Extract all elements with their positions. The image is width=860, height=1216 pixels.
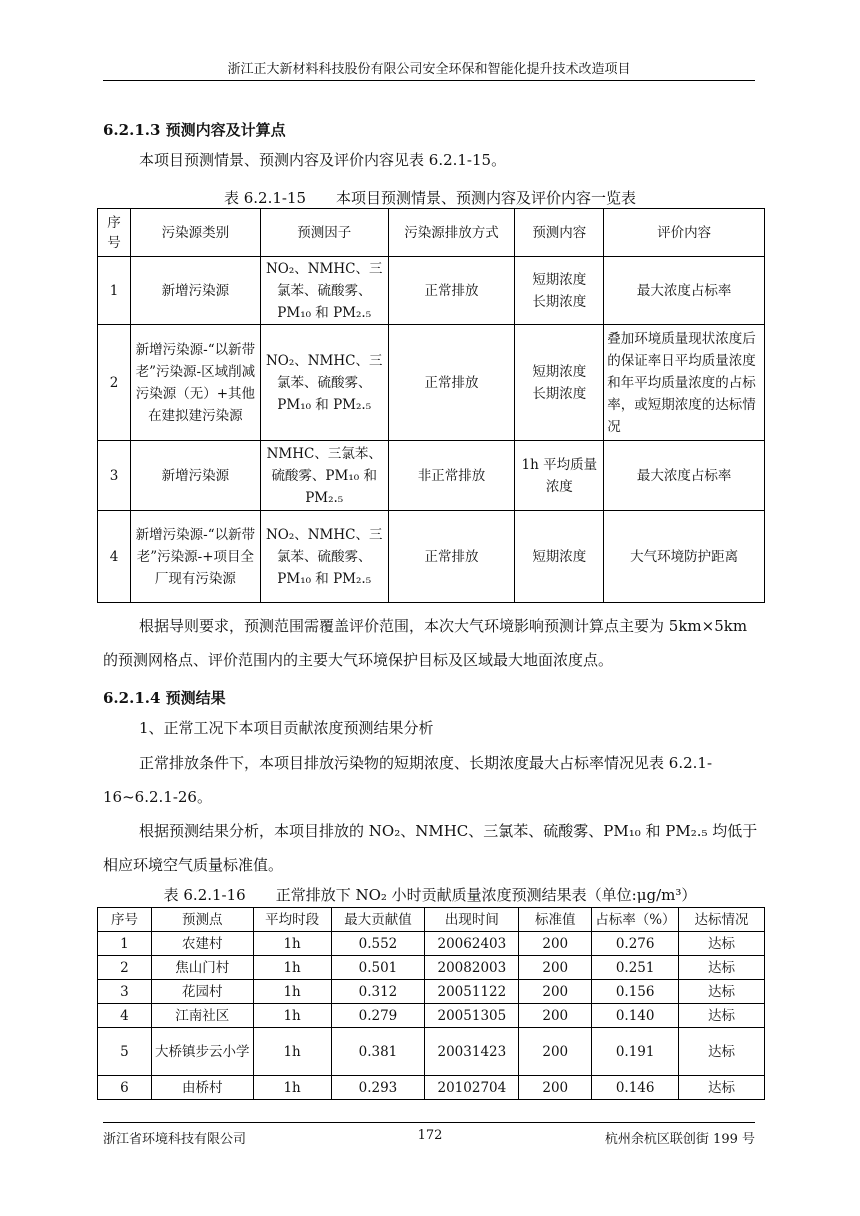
cell-eval: 最大浓度占标率 <box>604 441 765 511</box>
table-row <box>98 1076 765 1100</box>
cell: 大桥镇步云小学 <box>151 1028 253 1076</box>
cell: 0.381 <box>331 1028 425 1076</box>
cell: 达标 <box>679 980 765 1004</box>
cell: 200 <box>519 1028 592 1076</box>
cell: 20031423 <box>425 1028 519 1076</box>
cell-mode: 非正常排放 <box>388 441 515 511</box>
cell: 200 <box>519 1004 592 1028</box>
result-paragraph-2: 根据预测结果分析，本项目排放的 NO₂、NMHC、三氯苯、硫酸雾、PM₁₀ 和 PM₂.₅ 均低于相应环境空气质量标准值。 <box>103 822 758 874</box>
cell: 0.279 <box>331 1004 425 1028</box>
col-header: 平均时段 <box>253 908 331 932</box>
cell: 3 <box>98 980 152 1004</box>
cell-mode: 正常排放 <box>388 511 515 603</box>
col-header: 污染源排放方式 <box>388 209 515 257</box>
cell: 江南社区 <box>151 1004 253 1028</box>
cell: 0.140 <box>592 1004 679 1028</box>
table-row <box>98 956 765 980</box>
table-15-header-row <box>98 209 765 257</box>
page-number: 172 <box>417 1128 443 1143</box>
table-row <box>98 1028 765 1076</box>
table-6-2-1-16 <box>97 907 765 1100</box>
table-row <box>98 1004 765 1028</box>
cell: 20082003 <box>425 956 519 980</box>
cell-no: 3 <box>98 441 131 511</box>
col-header: 占标率（%） <box>592 908 679 932</box>
cell-mode: 正常排放 <box>388 257 515 325</box>
cell-source: 新增污染源 <box>130 441 260 511</box>
table-row <box>98 980 765 1004</box>
cell: 达标 <box>679 1076 765 1100</box>
section-heading-6-2-1-4: 6.2.1.4 预测结果 <box>103 689 226 707</box>
item-1-heading: 1、正常工况下本项目贡献浓度预测结果分析 <box>139 719 434 737</box>
cell-eval: 最大浓度占标率 <box>604 257 765 325</box>
table-16-caption: 表 6.2.1-16 正常排放下 NO₂ 小时贡献质量浓度预测结果表（单位:μg/m³） <box>163 886 697 904</box>
cell-content: 1h 平均质量浓度 <box>515 441 604 511</box>
cell-content: 短期浓度 <box>515 511 604 603</box>
cell-eval: 大气环境防护距离 <box>604 511 765 603</box>
table-6-2-1-15 <box>97 208 765 603</box>
table-row <box>98 441 765 511</box>
col-header: 标准值 <box>519 908 592 932</box>
cell: 200 <box>519 956 592 980</box>
calc-point-paragraph: 根据导则要求，预测范围需覆盖评价范围，本次大气环境影响预测计算点主要为 5km×5km 的预测网格点、评价范围内的主要大气环境保护目标及区域最大地面浓度点。 <box>103 617 748 669</box>
cell-factors: NO₂、NMHC、三氯苯、硫酸雾、PM₁₀ 和 PM₂.₅ <box>260 257 388 325</box>
cell: 0.146 <box>592 1076 679 1100</box>
cell-no: 2 <box>98 325 131 441</box>
cell: 达标 <box>679 1028 765 1076</box>
cell: 6 <box>98 1076 152 1100</box>
table-16-header-row <box>98 908 765 932</box>
table-row <box>98 511 765 603</box>
cell: 0.552 <box>331 932 425 956</box>
col-header: 达标情况 <box>679 908 765 932</box>
cell-factors: NO₂、NMHC、三氯苯、硫酸雾、PM₁₀ 和 PM₂.₅ <box>260 511 388 603</box>
table-15-caption: 表 6.2.1-15 本项目预测情景、预测内容及评价内容一览表 <box>223 189 637 207</box>
cell-no: 1 <box>98 257 131 325</box>
page-header: 浙江正大新材料科技股份有限公司安全环保和智能化提升技术改造项目 <box>227 62 631 77</box>
col-header: 评价内容 <box>604 209 765 257</box>
cell-mode: 正常排放 <box>388 325 515 441</box>
cell: 1h <box>253 932 331 956</box>
table-row <box>98 932 765 956</box>
col-header: 序号 <box>98 209 131 257</box>
cell: 20102704 <box>425 1076 519 1100</box>
col-header: 预测点 <box>151 908 253 932</box>
footer-rule <box>103 1122 755 1123</box>
cell: 1 <box>98 932 152 956</box>
cell: 1h <box>253 1028 331 1076</box>
cell-no: 4 <box>98 511 131 603</box>
table-row <box>98 325 765 441</box>
cell: 20051122 <box>425 980 519 1004</box>
cell: 0.191 <box>592 1028 679 1076</box>
cell: 0.276 <box>592 932 679 956</box>
cell: 农建村 <box>151 932 253 956</box>
col-header: 污染源类别 <box>130 209 260 257</box>
cell: 达标 <box>679 1004 765 1028</box>
cell: 20062403 <box>425 932 519 956</box>
cell: 20051305 <box>425 1004 519 1028</box>
col-header: 预测因子 <box>260 209 388 257</box>
cell: 花园村 <box>151 980 253 1004</box>
cell: 1h <box>253 1004 331 1028</box>
cell: 焦山门村 <box>151 956 253 980</box>
cell: 达标 <box>679 932 765 956</box>
cell: 0.501 <box>331 956 425 980</box>
col-header: 预测内容 <box>515 209 604 257</box>
result-paragraph-1: 正常排放条件下，本项目排放污染物的短期浓度、长期浓度最大占标率情况见表 6.2.1-16~6.2.1-26。 <box>103 754 713 806</box>
cell: 0.156 <box>592 980 679 1004</box>
cell: 200 <box>519 980 592 1004</box>
footer-address: 杭州余杭区联创街 199 号 <box>604 1132 755 1147</box>
cell: 1h <box>253 956 331 980</box>
cell: 0.251 <box>592 956 679 980</box>
cell: 200 <box>519 1076 592 1100</box>
cell: 0.293 <box>331 1076 425 1100</box>
cell: 5 <box>98 1028 152 1076</box>
cell: 1h <box>253 1076 331 1100</box>
cell-factors: NO₂、NMHC、三氯苯、硫酸雾、PM₁₀ 和 PM₂.₅ <box>260 325 388 441</box>
cell-content: 短期浓度 长期浓度 <box>515 325 604 441</box>
cell: 4 <box>98 1004 152 1028</box>
intro-paragraph: 本项目预测情景、预测内容及评价内容见表 6.2.1-15。 <box>139 151 507 169</box>
section-heading-6-2-1-3: 6.2.1.3 预测内容及计算点 <box>103 121 286 139</box>
col-header: 最大贡献值 <box>331 908 425 932</box>
cell-content: 短期浓度 长期浓度 <box>515 257 604 325</box>
cell-eval: 叠加环境质量现状浓度后的保证率日平均质量浓度和年平均质量浓度的占标率，或短期浓度的达标情况 <box>604 325 765 441</box>
footer-company: 浙江省环境科技有限公司 <box>103 1132 247 1147</box>
cell: 200 <box>519 932 592 956</box>
cell-source: 新增污染源 <box>130 257 260 325</box>
col-header: 出现时间 <box>425 908 519 932</box>
cell: 达标 <box>679 956 765 980</box>
cell-factors: NMHC、三氯苯、硫酸雾、PM₁₀ 和 PM₂.₅ <box>260 441 388 511</box>
col-header: 序号 <box>98 908 152 932</box>
cell: 2 <box>98 956 152 980</box>
cell: 1h <box>253 980 331 1004</box>
cell: 0.312 <box>331 980 425 1004</box>
cell: 由桥村 <box>151 1076 253 1100</box>
cell-source: 新增污染源-“以新带老”污染源-区域削减污染源（无）+其他在建拟建污染源 <box>130 325 260 441</box>
cell-source: 新增污染源-“以新带老”污染源-+项目全厂现有污染源 <box>130 511 260 603</box>
header-rule <box>103 80 755 81</box>
table-row <box>98 257 765 325</box>
